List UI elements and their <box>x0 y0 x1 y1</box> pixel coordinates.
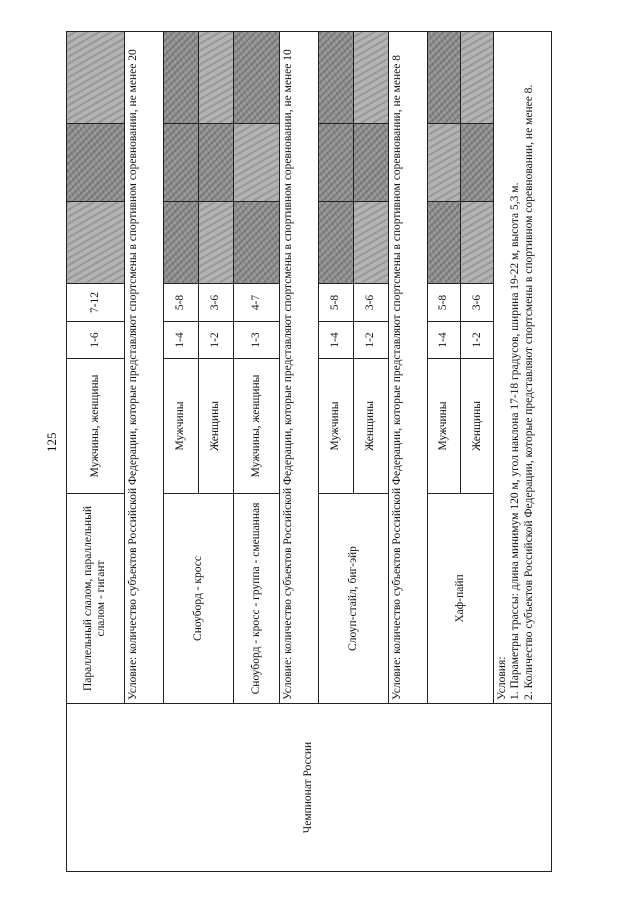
discipline-cell: Параллельный слалом, параллельный слалом - гигант <box>67 493 125 703</box>
shaded-cell <box>461 31 494 123</box>
shaded-cell <box>428 201 461 283</box>
competition-cell: Чемпионат России <box>67 704 552 872</box>
shaded-cell <box>199 31 234 123</box>
shaded-cell <box>163 201 198 283</box>
page-number: 125 <box>44 432 59 452</box>
discipline-cell: Хаф-пайп <box>428 493 494 703</box>
rank-table <box>66 31 552 872</box>
place-range-cell: 1-2 <box>353 321 388 358</box>
shaded-cell <box>318 31 353 123</box>
shaded-cell <box>318 123 353 201</box>
shaded-cell <box>163 123 198 201</box>
note-item: 1. Параметры трассы: длина минимум 120 м, угол наклона 17-18 градусов, ширина 19-22 м, высота 5,3 м. <box>509 182 522 700</box>
condition-row: Условие: количество субъектов Российской Федерации, которые представляют спортсмены в спортивном соревновании, не менее 20 <box>124 31 163 703</box>
place-range-cell: 4-7 <box>234 283 279 321</box>
shaded-cell <box>461 201 494 283</box>
shaded-cell <box>234 31 279 123</box>
gender-cell: Женщины <box>461 358 494 493</box>
shaded-cell <box>199 201 234 283</box>
note-item: 2. Количество субъектов Российской Федерации, которые представляют спортсмены в спортивном соревновании, не менее 8. <box>522 84 535 700</box>
shaded-cell <box>428 31 461 123</box>
place-range-cell: 5-8 <box>428 283 461 321</box>
gender-cell: Мужчины, женщины <box>234 358 279 493</box>
place-range-cell: 1-4 <box>428 321 461 358</box>
place-range-cell: 3-6 <box>199 283 234 321</box>
shaded-cell <box>353 31 388 123</box>
gender-cell: Женщины <box>353 358 388 493</box>
place-range-cell: 1-3 <box>234 321 279 358</box>
place-range-cell: 1-2 <box>461 321 494 358</box>
place-range-cell: 5-8 <box>318 283 353 321</box>
shaded-cell <box>234 123 279 201</box>
shaded-cell <box>234 201 279 283</box>
place-range-cell: 1-6 <box>67 321 125 358</box>
shaded-cell <box>353 123 388 201</box>
shaded-cell <box>353 201 388 283</box>
discipline-cell: Сноуборд - кросс <box>163 493 233 703</box>
shaded-cell <box>461 123 494 201</box>
notes-title: Условия: <box>496 656 509 700</box>
shaded-cell <box>318 201 353 283</box>
shaded-cell <box>67 201 125 283</box>
place-range-cell: 7-12 <box>67 283 125 321</box>
shaded-cell <box>428 123 461 201</box>
gender-cell: Мужчины, женщины <box>67 358 125 493</box>
shaded-cell <box>163 31 198 123</box>
place-range-cell: 3-6 <box>353 283 388 321</box>
gender-cell: Мужчины <box>163 358 198 493</box>
condition-row: Условие: количество субъектов Российской Федерации, которые представляют спортсмены в спортивном соревновании, не менее 8 <box>388 31 427 703</box>
shaded-cell <box>67 123 125 201</box>
rotated-table-container <box>66 32 552 872</box>
condition-row: Условие: количество субъектов Российской Федерации, которые представляют спортсмены в спортивном соревновании, не менее 10 <box>279 31 318 703</box>
place-range-cell: 3-6 <box>461 283 494 321</box>
place-range-cell: 1-4 <box>318 321 353 358</box>
discipline-cell: Слоуп-стайл, биг-эйр <box>318 493 388 703</box>
place-range-cell: 1-2 <box>199 321 234 358</box>
place-range-cell: 1-4 <box>163 321 198 358</box>
gender-cell: Мужчины <box>428 358 461 493</box>
shaded-cell <box>67 31 125 123</box>
shaded-cell <box>199 123 234 201</box>
gender-cell: Женщины <box>199 358 234 493</box>
place-range-cell: 5-8 <box>163 283 198 321</box>
gender-cell: Мужчины <box>318 358 353 493</box>
discipline-cell: Сноуборд - кросс - группа - смешанная <box>234 493 279 703</box>
notes-cell <box>494 31 552 703</box>
